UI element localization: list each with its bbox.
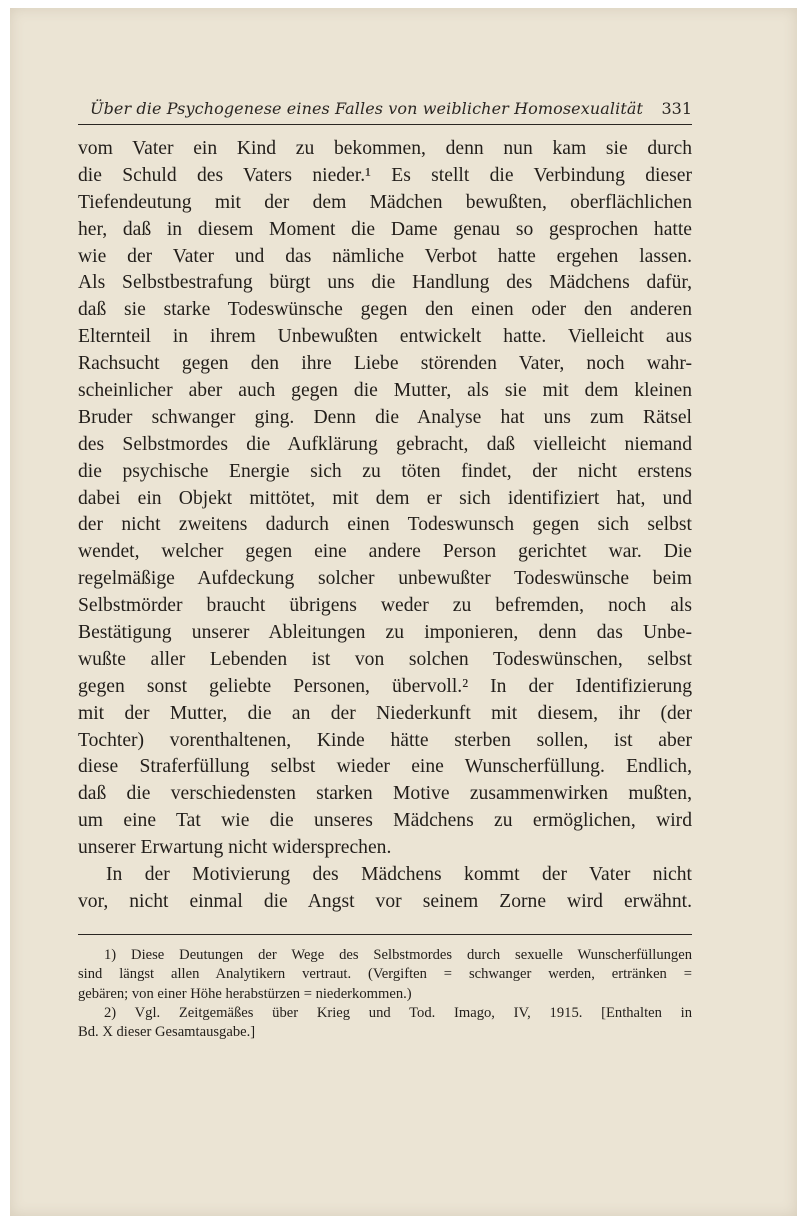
text-line: vom Vater ein Kind zu bekommen, denn nun kam sie durch xyxy=(78,138,692,159)
text-line: Elternteil in ihrem Unbewußten entwickelt hatte. Vielleicht aus xyxy=(78,326,692,348)
text-line: die psychische Energie sich zu töten findet, der nicht erstens xyxy=(78,460,692,482)
running-header xyxy=(78,98,692,125)
text-line: gegen sonst geliebte Personen, übervoll.² In der Identifizierung xyxy=(78,675,692,697)
text-line: wußte aller Lebenden ist von solchen Todeswünschen, selbst xyxy=(78,648,692,670)
text-line: Als Selbstbestrafung bürgt uns die Handlung des Mädchens dafür, xyxy=(78,272,692,294)
text-line: wie der Vater und das nämliche Verbot hatte ergehen lassen. xyxy=(78,245,692,267)
body-text xyxy=(78,136,692,916)
paragraph-start-line: In der Motivierung des Mädchens kommt der Vater nicht xyxy=(106,864,692,886)
text-line: vor, nicht einmal die Angst vor seinem Zorne wird erwähnt. xyxy=(78,890,692,912)
footnote-divider xyxy=(78,934,692,935)
text-line: der nicht zweitens dadurch einen Todeswunsch gegen sich selbst xyxy=(78,514,692,536)
text-line: Selbstmörder braucht übrigens weder zu befremden, noch als xyxy=(78,595,692,617)
text-line: Tiefendeutung mit der dem Mädchen bewußten, oberflächlichen xyxy=(78,191,692,213)
text-line: Rachsucht gegen den ihre Liebe störenden Vater, noch wahr- xyxy=(78,353,692,375)
footnote-2-line: Bd. X dieser Gesamtausgabe.] xyxy=(78,1024,256,1041)
text-line: her, daß in diesem Moment die Dame genau so gesprochen hatte xyxy=(78,218,692,240)
footnote-2-line: 2) Vgl. Zeitgemäßes über Krieg und Tod. Imago, IV, 1915. [Enthalten in xyxy=(104,1004,692,1021)
text-line: die Schuld des Vaters nieder.¹ Es stellt die Verbindung dieser xyxy=(78,164,692,186)
text-line: dabei ein Objekt mittötet, mit dem er sich identifiziert hat, und xyxy=(78,487,692,509)
text-line: scheinlicher aber auch gegen die Mutter, als sie mit dem kleinen xyxy=(78,380,692,402)
text-line: daß sie starke Todeswünsche gegen den einen oder den anderen xyxy=(78,299,692,321)
text-line: mit der Mutter, die an der Niederkunft mit diesem, ihr (der xyxy=(78,702,692,724)
footnote-1-line: sind längst allen Analytikern vertraut. (Vergiften = schwanger werden, ertränken = xyxy=(78,966,692,983)
text-line: wendet, welcher gegen eine andere Person gerichtet war. Die xyxy=(78,541,692,563)
footnote-1-line: 1) Diese Deutungen der Wege des Selbstmordes durch sexuelle Wunscherfüllungen xyxy=(104,947,692,963)
running-head-title: Über die Psychogenese eines Falles von weiblicher Homosexualität xyxy=(90,99,644,118)
text-line: des Selbstmordes die Aufklärung gebracht, daß vielleicht niemand xyxy=(78,433,692,455)
text-line: Bestätigung unserer Ableitungen zu imponieren, denn das Unbe- xyxy=(78,622,692,644)
text-line: diese Straferfüllung selbst wieder eine Wunscherfüllung. Endlich, xyxy=(78,756,692,778)
footnotes xyxy=(78,946,692,1042)
text-line: regelmäßige Aufdeckung solcher unbewußter Todeswünsche beim xyxy=(78,568,692,590)
text-line: daß die verschiedensten starken Motive zusammenwirken mußten, xyxy=(78,783,692,805)
text-line: Tochter) vorenthaltenen, Kinde hätte sterben sollen, ist aber xyxy=(78,729,692,751)
text-line: Bruder schwanger ging. Denn die Analyse hat uns zum Rätsel xyxy=(78,406,692,428)
text-line: um eine Tat wie die unseres Mädchens zu ermöglichen, wird xyxy=(78,810,692,832)
paragraph-end-line: unserer Erwartung nicht widersprechen. xyxy=(78,837,392,859)
page-number: 331 xyxy=(661,99,692,118)
footnote-1-line: gebären; von einer Höhe herabstürzen = niederkommen.) xyxy=(78,985,412,1002)
